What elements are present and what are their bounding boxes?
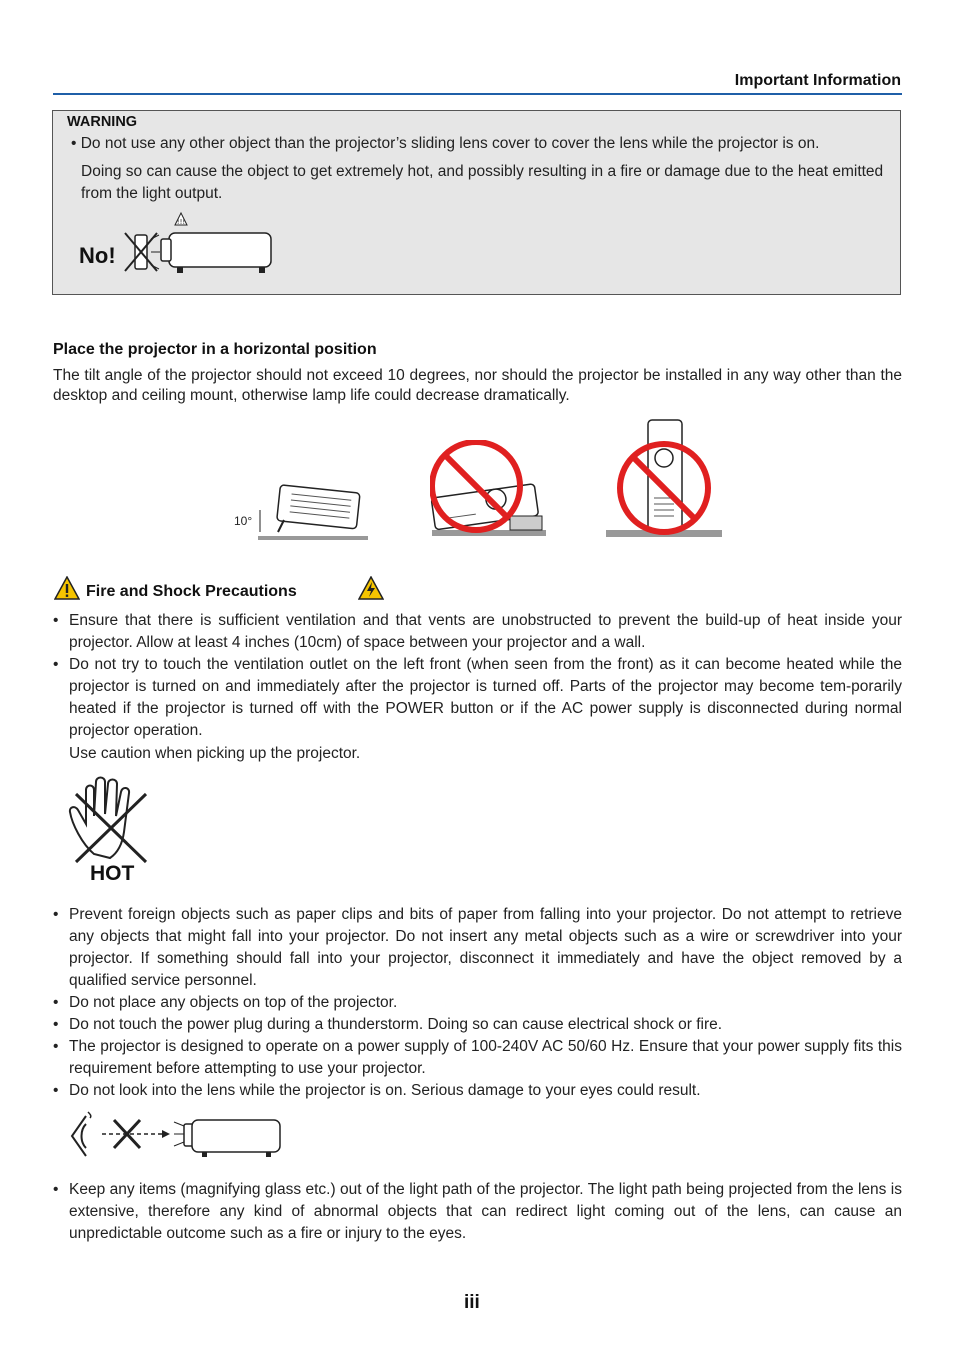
projector-covered-icon [113,211,283,279]
no-label: No! [79,243,116,268]
prohibited-vertical-icon [606,414,722,540]
header-rule [53,93,902,95]
list-item: • Do not touch the power plug during a thunderstorm. Doing so can cause electrical shock or fire. [53,1014,902,1036]
warning-paragraph: Doing so can cause the object to get extremely hot, and possibly resulting in a fire or damage due to the heat emitted from the light output. [81,163,884,202]
hot-label: HOT [90,862,135,885]
list-item: • Prevent foreign objects such as paper clips and bits of paper from falling into your projector. Do not attempt to retrieve any objects that might fall into your projector. Do not insert any metal objects such as a wire or screwdriver into your projector. If something should fall into your projector, disconnect it immediately and have the object removed by a qualified service personnel. [53,904,902,992]
warning-label: WARNING [67,114,138,130]
hand-icon [64,774,154,864]
warning-box [52,110,901,295]
list-item: • Keep any items (magnifying glass etc.) out of the light path of the projector. The light path being projected from the lens is extensive, therefore any kind of abnormal objects that can redirect light coming out of the lens, can cause an unpredictable outcome such as a fire or injury to the eyes. [53,1179,902,1245]
prohibited-tilt-icon [430,440,548,540]
page-header-title: Important Information [734,72,901,89]
fire-section-title: Fire and Shock Precautions [86,583,297,600]
svg-text:!!!: !!! [176,218,186,226]
electric-shock-icon [358,576,384,600]
list-item: • Do not place any objects on top of the projector. [53,992,902,1014]
warning-bullet-text: Do not use any other object than the projector’s sliding lens cover to cover the lens while the projector is on. [80,135,820,152]
list-item: • Do not try to touch the ventilation outlet on the left front (when seen from the front) as it can become heated while the projector is turned on and immediately after the projector is turned off. Parts of the projector may become tem-porarily heated if the projector is turned off with the POWER button or if the AC power supply is disconnected during normal projector operation. [53,654,902,742]
page-number: iii [464,1292,480,1313]
projector-tilt-icon [230,470,370,540]
warning-bullet [71,133,893,155]
warning-triangle-icon [54,576,80,600]
eye-lens-illustration [66,1110,286,1160]
hot-hand-illustration [64,774,154,886]
list-item: • Do not look into the lens while the projector is on. Serious damage to your eyes could result. [53,1080,902,1102]
list-item: • Ensure that there is sufficient ventilation and that vents are unobstructed to prevent the build-up of heat inside your projector. Allow at least 4 inches (10cm) of space between your projector and a wall. [53,610,902,654]
fire-bullets-b [53,904,902,1102]
no-cover-illustration [79,211,279,279]
fire-bullets-a [53,610,902,742]
tilt-angle-label: 10° [234,514,253,528]
horizontal-section-title: Place the projector in a horizontal position [53,341,377,358]
tilt-ok-illustration [230,470,370,540]
fire-bullets-c [53,1179,902,1245]
bullet-marker: • [71,135,81,152]
caution-text: Use caution when picking up the projector. [69,745,361,762]
horizontal-body-text: The tilt angle of the projector should not exceed 10 degrees, nor should the projector be installed in any way other than the desktop and ceiling mount, otherwise lamp life could decrease dramatically. [53,367,902,404]
list-item: • The projector is designed to operate on a power supply of 100-240V AC 50/60 Hz. Ensure that your power supply fits this requirement before attempting to use your projector. [53,1036,902,1080]
